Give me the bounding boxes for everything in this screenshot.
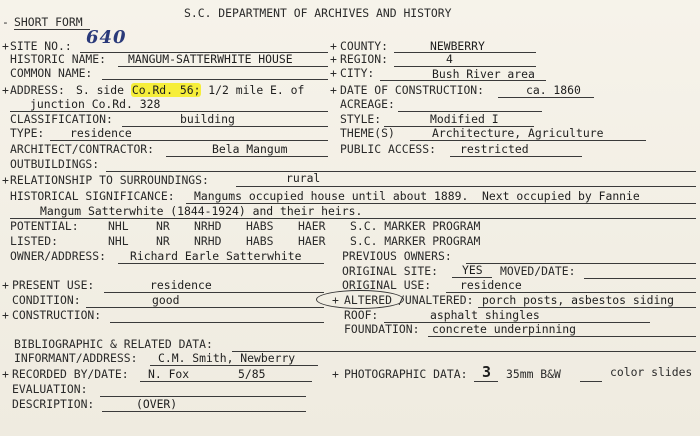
previous-owners-label: PREVIOUS OWNERS: — [342, 249, 452, 263]
plus-mark: + — [2, 308, 9, 322]
potential-nr: NR — [156, 219, 170, 233]
owner-label: OWNER/ADDRESS: — [10, 249, 107, 263]
bibliographic-line — [232, 351, 696, 352]
plus-mark: + — [2, 278, 9, 292]
foundation-label: FOUNDATION: — [344, 322, 420, 336]
listed-habs: HABS — [246, 234, 274, 248]
public-access-value: restricted — [460, 142, 529, 156]
evaluation-label: EVALUATION: — [12, 382, 88, 396]
architect-label: ARCHITECT/CONTRACTOR: — [10, 142, 155, 156]
foundation-line — [428, 336, 696, 337]
original-use-value: residence — [460, 278, 522, 292]
county-line — [394, 52, 536, 53]
listed-nr: NR — [156, 234, 170, 248]
plus-mark: + — [2, 367, 9, 381]
address-line2: junction Co.Rd. 328 — [30, 97, 161, 111]
owner-value: Richard Earle Satterwhite — [130, 249, 302, 263]
foundation-value: concrete underpinning — [432, 322, 577, 336]
common-name-line — [102, 79, 328, 80]
style-value: Modified I — [430, 112, 499, 126]
agency-title: S.C. DEPARTMENT OF ARCHIVES AND HISTORY — [184, 6, 452, 20]
county-label: COUNTY: — [340, 39, 389, 53]
region-label: REGION: — [340, 52, 389, 66]
altered-value: porch posts, asbestos siding — [482, 293, 675, 307]
informant-label: INFORMANT/ADDRESS: — [14, 351, 138, 365]
date-label: DATE OF CONSTRUCTION: — [340, 83, 485, 97]
style-label: STYLE: — [340, 112, 382, 126]
bibliographic-label: BIBLIOGRAPHIC & RELATED DATA: — [14, 337, 213, 351]
significance-label: HISTORICAL SIGNIFICANCE: — [10, 189, 175, 203]
significance-line1: Mangums occupied house until about 1889. Next occupied by Fannie — [194, 189, 640, 203]
city-line — [380, 80, 546, 81]
informant-line — [150, 365, 318, 366]
listed-label: LISTED: — [10, 234, 59, 248]
theme-line — [410, 140, 646, 141]
plus-mark: + — [332, 293, 339, 307]
historic-name-label: HISTORIC NAME: — [10, 52, 107, 66]
recorded-date: 5/85 — [238, 367, 266, 381]
potential-haer: HAER — [298, 219, 326, 233]
description-line — [102, 411, 306, 412]
construction-label: CONSTRUCTION: — [12, 308, 102, 322]
address-label: ADDRESS: — [10, 83, 65, 97]
condition-value: good — [152, 293, 180, 307]
short-form-underline — [14, 29, 90, 30]
city-label: CITY: — [340, 66, 375, 80]
plus-mark: + — [332, 367, 339, 381]
construction-line — [110, 322, 324, 323]
address-value — [76, 84, 304, 97]
city-value: Bush River area — [432, 67, 535, 81]
original-site-label: ORIGINAL SITE: — [342, 264, 439, 278]
listed-nhl: NHL — [108, 234, 129, 248]
present-use-value: residence — [150, 278, 212, 292]
photo-count: 3 — [482, 363, 492, 381]
address-post: 1/2 mile E. of — [201, 83, 305, 97]
informant-value: C.M. Smith, Newberry — [158, 351, 296, 365]
potential-nhl: NHL — [108, 219, 129, 233]
plus-mark: + — [330, 39, 337, 53]
type-line — [50, 140, 328, 141]
listed-haer: HAER — [298, 234, 326, 248]
potential-label: POTENTIAL: — [10, 219, 79, 233]
moved-date-line — [584, 278, 696, 279]
plus-mark: + — [330, 83, 337, 97]
photo-color-label: color slides — [610, 365, 693, 379]
plus-mark: + — [330, 66, 337, 80]
theme-label: THEME(S) — [340, 126, 395, 140]
potential-nrhd: NRHD — [194, 219, 222, 233]
photo-bw-label: 35mm B&W — [506, 367, 561, 381]
relationship-value: rural — [286, 171, 321, 185]
public-access-line — [450, 156, 582, 157]
relationship-label: RELATIONSHIP TO SURROUNDINGS: — [10, 173, 209, 187]
type-label: TYPE: — [10, 126, 45, 140]
recorded-name: N. Fox — [148, 367, 190, 381]
recorded-line — [140, 381, 312, 382]
relationship-line — [236, 186, 696, 187]
plus-mark: + — [2, 83, 9, 97]
historic-name-line — [118, 66, 328, 67]
plus-mark: + — [2, 39, 9, 53]
photo-label: PHOTOGRAPHIC DATA: — [344, 367, 468, 381]
plus-mark: + — [2, 173, 9, 187]
region-value: 4 — [446, 52, 453, 66]
potential-habs: HABS — [246, 219, 274, 233]
present-use-line — [104, 292, 324, 293]
listed-marker: S.C. MARKER PROGRAM — [350, 234, 481, 248]
architect-value: Bela Mangum — [212, 142, 288, 156]
unaltered-label: /UNALTERED: — [398, 293, 474, 307]
classification-line — [122, 126, 328, 127]
altered-label: ALTERED — [344, 293, 393, 307]
outbuildings-line — [106, 171, 696, 172]
potential-marker: S.C. MARKER PROGRAM — [350, 219, 481, 233]
description-value: (OVER) — [136, 397, 178, 411]
owner-line — [118, 263, 324, 264]
classification-value: building — [180, 112, 235, 126]
evaluation-line — [100, 396, 306, 397]
theme-value: Architecture, Agriculture — [432, 126, 604, 140]
date-line — [498, 97, 594, 98]
address-highlight: Co.Rd. 56; — [131, 83, 201, 97]
short-form-label: SHORT FORM — [14, 15, 83, 29]
roof-label: ROOF: — [344, 308, 379, 322]
recorded-label: RECORDED BY/DATE: — [12, 367, 129, 381]
bullet-dash: - — [2, 15, 9, 29]
outbuildings-label: OUTBUILDINGS: — [10, 157, 100, 171]
acreage-label: ACREAGE: — [340, 97, 395, 111]
moved-date-label: MOVED/DATE: — [500, 264, 576, 278]
common-name-label: COMMON NAME: — [10, 66, 93, 80]
present-use-label: PRESENT USE: — [12, 278, 95, 292]
classification-label: CLASSIFICATION: — [10, 112, 113, 126]
significance-line2: Mangum Satterwhite (1844-1924) and their heirs. — [40, 204, 363, 218]
site-no-label: SITE NO.: — [10, 39, 72, 53]
condition-label: CONDITION: — [12, 293, 81, 307]
site-no-value: 640 — [86, 27, 127, 48]
condition-line — [86, 307, 324, 308]
public-access-label: PUBLIC ACCESS: — [340, 142, 437, 156]
architect-line — [166, 156, 328, 157]
original-site-value: YES — [462, 263, 483, 277]
type-value: residence — [70, 126, 132, 140]
listed-nrhd: NRHD — [194, 234, 222, 248]
historic-name-value: MANGUM-SATTERWHITE HOUSE — [128, 52, 293, 66]
roof-value: asphalt shingles — [430, 308, 540, 322]
plus-mark: + — [330, 52, 337, 66]
photo-count-line — [474, 381, 498, 382]
photo-color-line — [580, 381, 602, 382]
description-label: DESCRIPTION: — [12, 397, 95, 411]
date-value: ca. 1860 — [526, 83, 581, 97]
address-pre: S. side — [76, 83, 131, 97]
original-use-label: ORIGINAL USE: — [342, 278, 432, 292]
county-value: NEWBERRY — [430, 39, 485, 53]
